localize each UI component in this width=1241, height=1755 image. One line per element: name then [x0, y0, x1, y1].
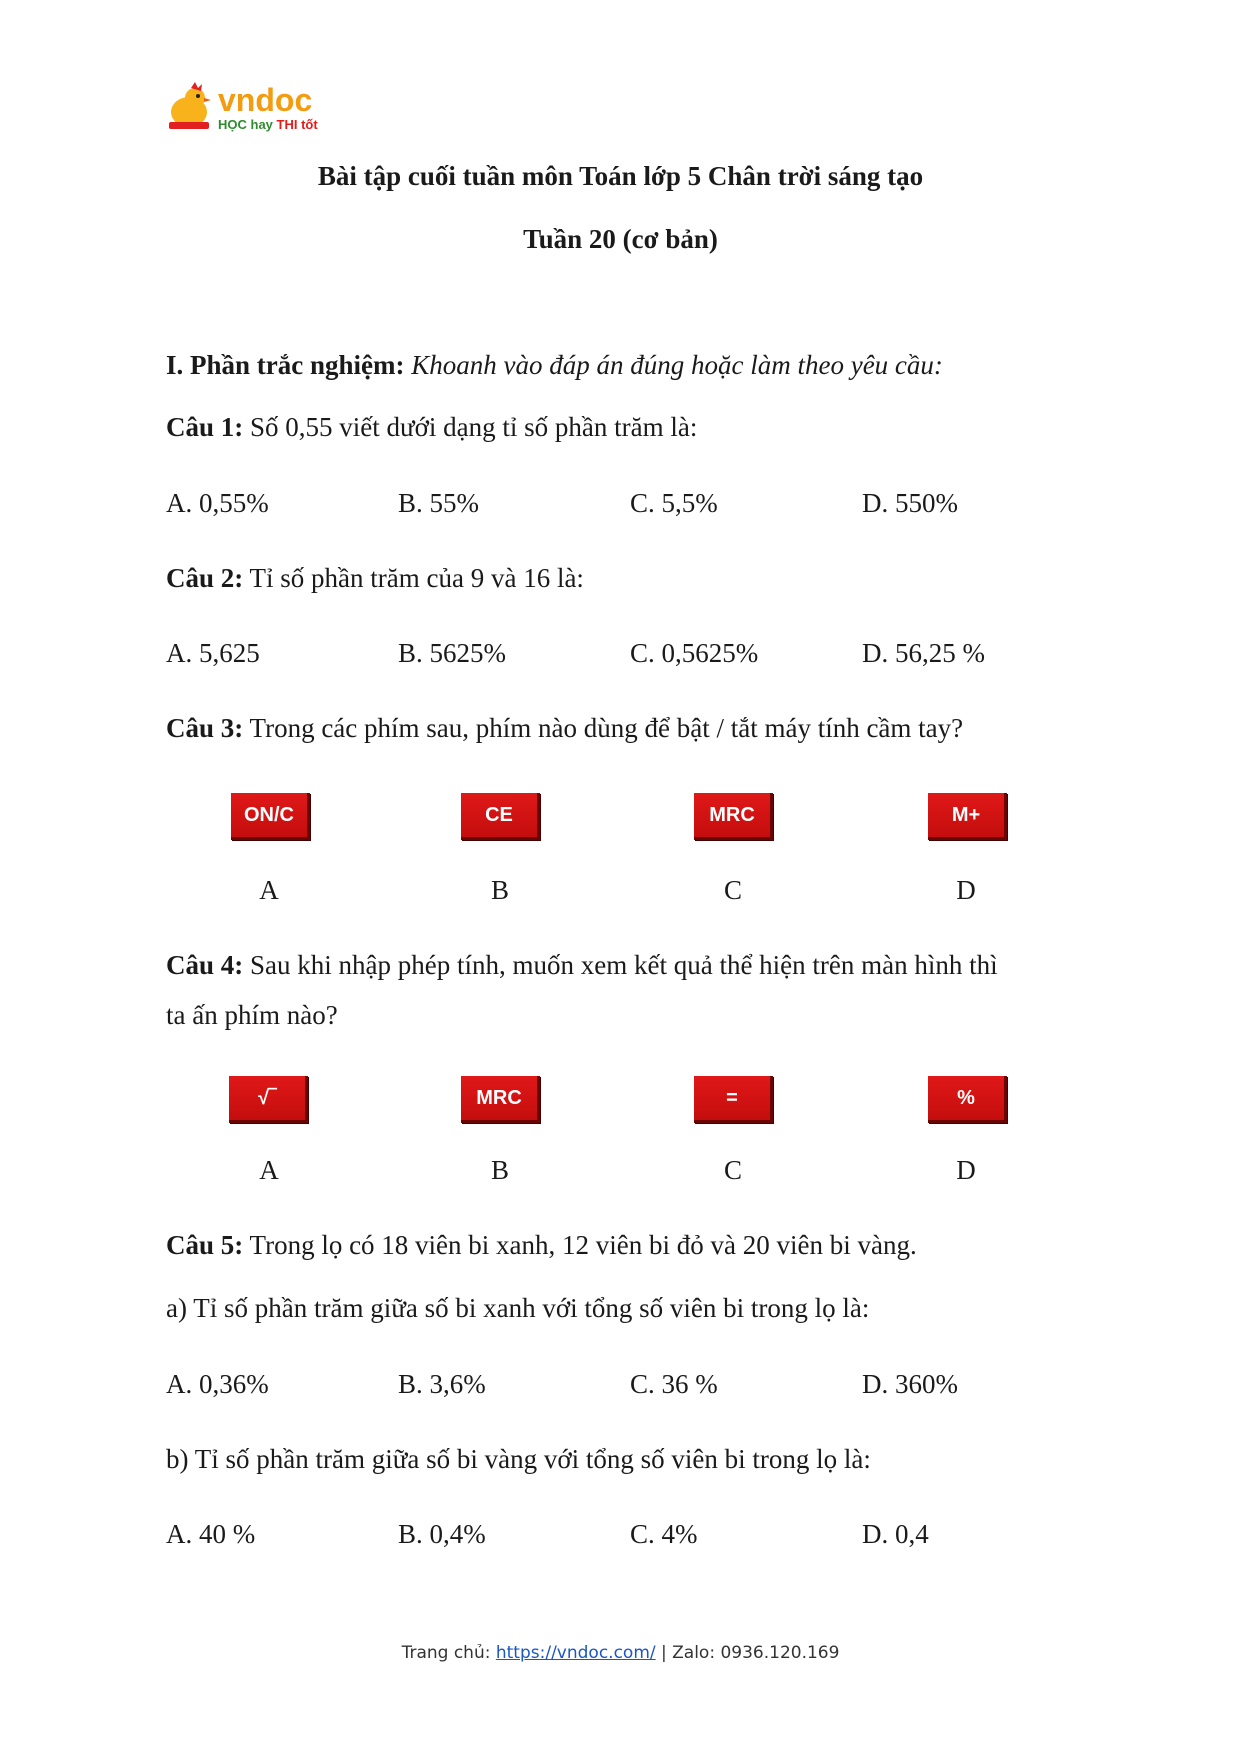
footer-home-link[interactable]: https://vndoc.com/	[495, 1643, 656, 1663]
question-1	[166, 412, 697, 443]
q4-label: Câu 4:	[166, 950, 244, 980]
q3-label: Câu 3:	[166, 713, 244, 743]
q5b-text: b) Tỉ số phần trăm giữa số bi vàng với tổng số viên bi trong lọ là:	[166, 1444, 871, 1474]
q5b-option-d[interactable]: D. 0,4	[862, 1519, 929, 1549]
section-label: I. Phần trắc nghiệm:	[166, 350, 405, 380]
q2-label: Câu 2:	[166, 563, 244, 593]
q4-letter-b: B	[490, 1155, 509, 1185]
doc-title: Bài tập cuối tuần môn Toán lớp 5 Chân trời sáng tạo	[317, 161, 924, 191]
question-5	[166, 1230, 917, 1261]
section-heading	[166, 350, 943, 381]
calc-key-equals[interactable]: =	[694, 1076, 773, 1123]
q1-option-c[interactable]: C. 5,5%	[630, 488, 718, 518]
q1-option-a[interactable]: A. 0,55%	[166, 488, 269, 518]
question-2	[166, 563, 584, 594]
q3-letter-b: B	[490, 875, 509, 905]
calc-key-mrc[interactable]: MRC	[461, 1076, 540, 1123]
q5a-option-c[interactable]: C. 36 %	[630, 1369, 718, 1399]
q1-option-b[interactable]: B. 55%	[398, 488, 479, 518]
logo-tag-green: HỌC hay	[218, 117, 273, 132]
q1-option-d[interactable]: D. 550%	[862, 488, 958, 518]
q5-label: Câu 5:	[166, 1230, 244, 1260]
q3-letter-a: A	[259, 875, 279, 905]
q1-label: Câu 1:	[166, 412, 244, 442]
calc-key-sqrt[interactable]: √‾	[229, 1076, 308, 1123]
q4-text-line1: Sau khi nhập phép tính, muốn xem kết quả thể hiện trên màn hình thì	[250, 950, 998, 980]
calc-key-m-plus[interactable]: M+	[928, 793, 1007, 840]
logo-tagline	[218, 117, 318, 132]
page-footer	[0, 1643, 1241, 1663]
calc-key-on-c[interactable]: ON/C	[231, 793, 310, 840]
q5a-option-b[interactable]: B. 3,6%	[398, 1369, 486, 1399]
logo-tag-red: THI tốt	[276, 117, 318, 132]
q4-letter-d: D	[956, 1155, 976, 1185]
q5a-text: a) Tỉ số phần trăm giữa số bi xanh với tổng số viên bi trong lọ là:	[166, 1293, 870, 1323]
q2-option-a[interactable]: A. 5,625	[166, 638, 260, 668]
calc-key-percent[interactable]: %	[928, 1076, 1007, 1123]
logo-brand: vndoc	[218, 82, 313, 118]
q3-text: Trong các phím sau, phím nào dùng để bật / tắt máy tính cầm tay?	[249, 713, 964, 743]
q5-text: Trong lọ có 18 viên bi xanh, 12 viên bi đỏ và 20 viên bi vàng.	[249, 1230, 917, 1260]
q4-letter-c: C	[723, 1155, 742, 1185]
q5b-option-b[interactable]: B. 0,4%	[398, 1519, 486, 1549]
footer-prefix: Trang chủ:	[401, 1643, 491, 1663]
q5b-option-a[interactable]: A. 40 %	[166, 1519, 256, 1549]
q3-letter-c: C	[723, 875, 742, 905]
calc-key-mrc[interactable]: MRC	[694, 793, 773, 840]
q5b-option-c[interactable]: C. 4%	[630, 1519, 698, 1549]
section-instruction: Khoanh vào đáp án đúng hoặc làm theo yêu cầu:	[411, 350, 943, 380]
q4-letter-a: A	[259, 1155, 279, 1185]
q5a-option-d[interactable]: D. 360%	[862, 1369, 958, 1399]
q1-text: Số 0,55 viết dưới dạng tỉ số phần trăm là:	[250, 412, 698, 442]
q2-text: Tỉ số phần trăm của 9 và 16 là:	[249, 563, 584, 593]
q5a-option-a[interactable]: A. 0,36%	[166, 1369, 269, 1399]
doc-subtitle: Tuần 20 (cơ bản)	[523, 224, 718, 254]
q2-option-b[interactable]: B. 5625%	[398, 638, 506, 668]
q2-option-d[interactable]: D. 56,25 %	[862, 638, 985, 668]
question-4	[166, 950, 998, 981]
question-3	[166, 713, 963, 744]
calc-key-ce[interactable]: CE	[461, 793, 540, 840]
footer-suffix: | Zalo: 0936.120.169	[661, 1643, 840, 1663]
chicken-mascot-icon	[165, 82, 221, 132]
q2-option-c[interactable]: C. 0,5625%	[630, 638, 759, 668]
q3-letter-d: D	[956, 875, 976, 905]
q4-text-line2: ta ấn phím nào?	[166, 1000, 338, 1030]
